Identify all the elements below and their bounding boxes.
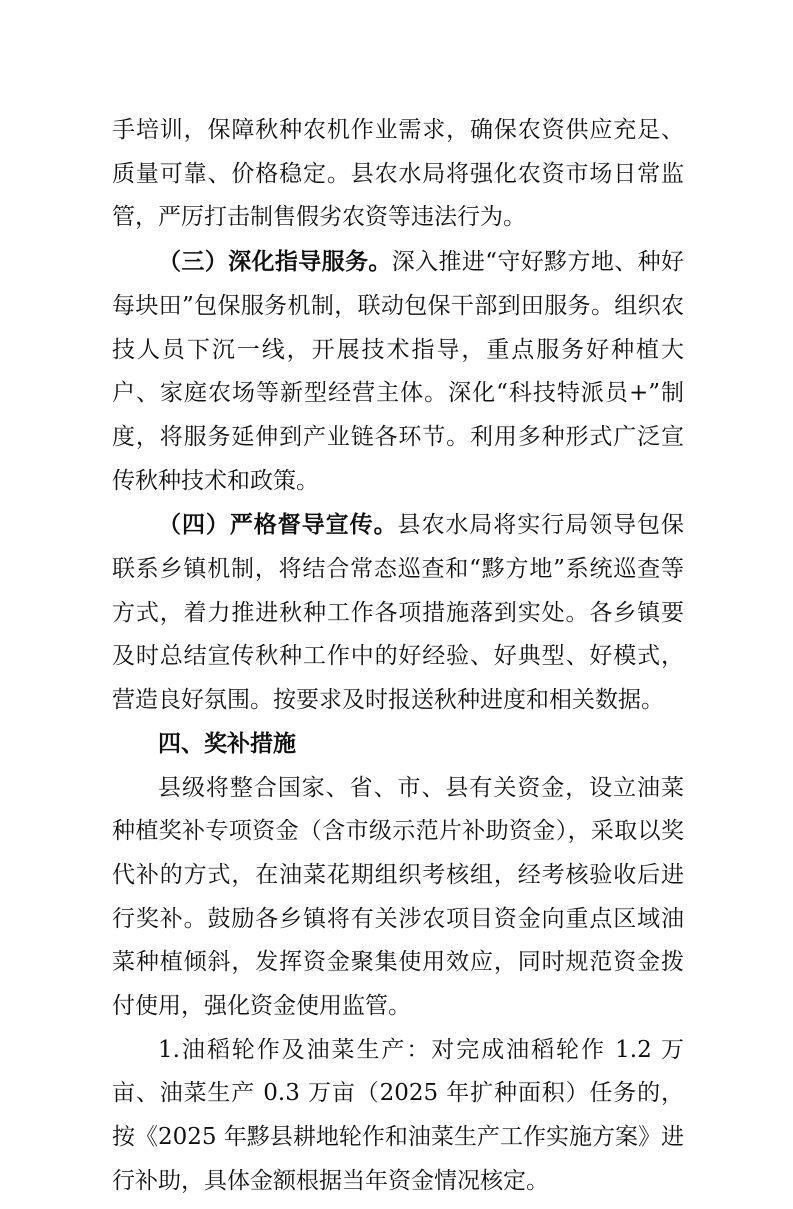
paragraph-subsidy-funds [112,767,684,1029]
paragraph-rotation-production [112,1029,684,1204]
section-heading-subsidy-measures: 四、奖补措施 [158,730,296,757]
paragraph-subsidy-funds-text: 县级将整合国家、省、市、县有关资金，设立油菜种植奖补专项资金（含市级示范片补助资金），采取以奖代补的方式，在油菜花期组织考核组，经考核验收后进行奖补。鼓励各乡镇将有关涉农项目资金向重点区域油菜种植倾斜，发挥资金聚集使用效应，同时规范资金拨付使用，强化资金使用监管。 [112,774,684,1020]
paragraph-training [112,109,684,240]
subheading-guidance-service: （三）深化指导服务。 [158,248,392,276]
paragraph-guidance-service [112,240,684,503]
document-body [112,109,684,1204]
paragraph-training-text: 手培训，保障秋种农机作业需求，确保农资供应充足、质量可靠、价格稳定。县农水局将强化农资市场日常监管，严厉打击制售假劣农资等违法行为。 [112,117,684,231]
subheading-supervision-publicity: （四）严格督导宣传。 [158,511,398,539]
paragraph-supervision-publicity-text: 县农水局将实行局领导包保联系乡镇机制，将结合常态巡查和“黟方地”系统巡查等方式，着力推进秋种工作各项措施落到实处。各乡镇要及时总结宣传秋种工作中的好经验、好典型、好模式，营造良好氛围。按要求及时报送秋种进度和相关数据。 [112,512,685,714]
paragraph-guidance-service-text: 深入推进“守好黟方地、种好每块田”包保服务机制，联动包保干部到田服务。组织农技人员下沉一线，开展技术指导，重点服务好种植大户、家庭农场等新型经营主体。深化“科技特派员+”制度，将服务延伸到产业链各环节。利用多种形式广泛宣传秋种技术和政策。 [112,249,684,494]
paragraph-supervision-publicity [112,503,684,723]
paragraph-rotation-production-text: 1.油稻轮作及油菜生产：对完成油稻轮作 1.2 万亩、油菜生产 0.3 万亩（2025 年扩种面积）任务的，按《2025 年黟县耕地轮作和油菜生产工作实施方案》进行补助，具体金额根据当年资金情况核定。 [112,1036,684,1194]
